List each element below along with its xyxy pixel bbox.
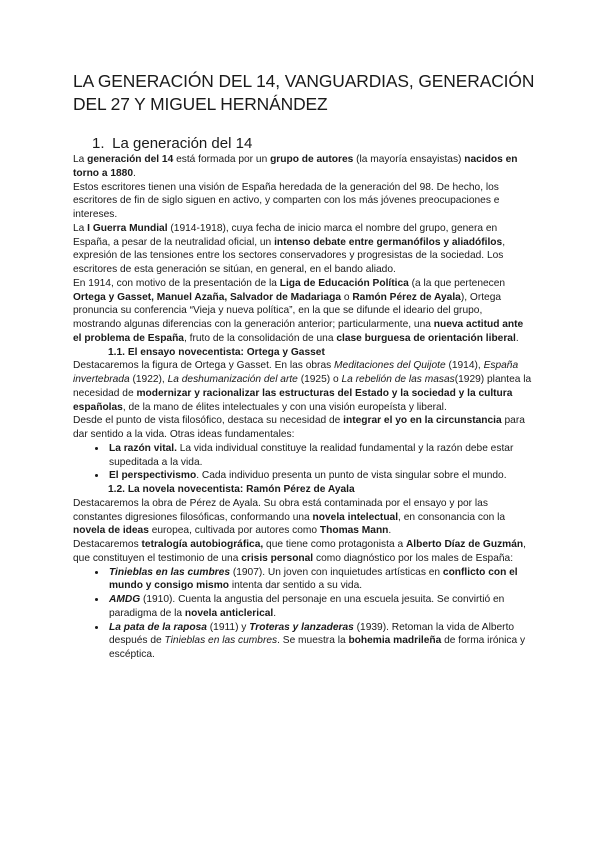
bold-text-run: Ramón Pérez de Ayala [352,291,461,303]
italic-text-run: La rebelión de las masas [341,374,455,385]
italic-text-run: Tinieblas en las cumbres [164,635,278,647]
text-run: . [515,332,519,344]
bold-text-run: nueva actitud ante el problema de España [73,319,524,344]
list-item [107,442,533,470]
text-run: , expresión de las tensiones entre los sectores conservadores y progresistas de la sociedad. Los escritores de esta generación se sitúan, en general, en el bando aliado. [73,236,506,275]
text-run: , que constituyen el testimonio de una [73,539,526,564]
paragraph [73,153,533,181]
text-run: . Se muestra la [277,635,349,647]
paragraph [73,538,533,566]
bold-text-run: novela de ideas [73,525,149,537]
text-run: intenta dar sentido a su vida. [229,580,363,592]
text-run: ), Ortega pronuncia su conferencia “Vieja y nueva política”, en la que se difunde el ideario del grupo, mostrando algunas diferencias con la generación anterior; particularmente, una [73,291,502,330]
list-item [107,593,533,621]
paragraph [73,222,533,277]
text-run: (la mayoría ensayistas) [353,154,465,165]
bold-text-run: novela anticlerical [184,607,274,619]
text-run: , en consonancia con la [398,511,506,523]
bold-text-run: integrar el yo en la circunstancia [343,415,502,427]
section-number: 1. [92,135,105,152]
bold-text-run: La pata de la raposa [109,621,207,633]
bold-text-run: Ortega y Gasset, Manuel Azaña, Salvador de Madariaga [73,291,341,303]
text-run: . Cada individuo presenta un punto de vista singular sobre el mundo. [196,470,507,482]
paragraph [73,277,533,346]
section-heading-1 [92,135,252,153]
text-run: , de la mano de élites intelectuales y con una visión europeísta y liberal. [122,401,447,413]
text-run: (1907). Un joven con inquietudes artísticas en [229,566,443,578]
bold-text-run: bohemia madrileña [348,635,442,647]
italic-text-run: Meditaciones del Quijote [334,360,446,372]
bold-text-run: modernizar y racionalizar las estructuras del Estado y la sociedad y la cultura españolas [73,387,513,413]
section-heading-text: La generación del 14 [112,135,253,152]
bullet-list [73,566,533,662]
list-item [107,469,533,483]
bold-text-run: I Guerra Mundial [87,222,168,234]
paragraph [73,414,533,442]
bold-text-run: grupo de autores [270,154,354,165]
text-run: . [388,525,392,537]
text-run: o [341,291,353,303]
bold-text-run: La razón vital. [109,442,177,454]
italic-text-run: La deshumanización del arte [167,374,298,385]
text-run: (1929) plantea la necesidad de [73,374,532,399]
text-run: La vida individual constituye la realidad fundamental y la razón debe estar supeditada a la vida. [109,442,514,468]
text-run: para dar sentido a la vida. Otras ideas fundamentales: [73,415,525,440]
paragraph [73,497,533,538]
text-run: (1925) o [297,374,342,385]
text-run: (1914), [445,360,484,372]
document-body [73,153,533,662]
bold-text-run: intenso debate entre germanófilos y aliadófilos [274,236,503,248]
text-run: La [73,154,88,165]
paragraph [73,181,533,222]
text-run: (a la que pertenecen [408,277,506,289]
text-run: . [133,167,136,179]
document-title: LA GENERACIÓN DEL 14, VANGUARDIAS, GENERACIÓN DEL 27 Y MIGUEL HERNÁNDEZ [73,71,535,114]
text-run: (1939). Retoman la vida de Alberto después de [109,621,515,647]
text-run: Estos escritores tienen una visión de España heredada de la generación del 98. De hecho, los escritores de fin de siglo siguen en activo, y comparten con los más jóvenes preocupaciones e intereses. [73,181,500,220]
subsection-heading-1-1: 1.1. El ensayo novecentista: Ortega y Gasset [108,346,325,358]
bold-text-run: AMDG [109,594,141,605]
subsection-heading-1-2: 1.2. La novela novecentista: Ramón Pérez de Ayala [108,484,355,495]
bold-text-run: Alberto Díaz de Guzmán [405,539,524,550]
text-run: está formada por un [173,154,271,165]
text-run: La [73,222,88,234]
bold-text-run: novela intelectual [312,511,399,523]
text-run: En 1914, con motivo de la presentación de la [73,277,280,289]
bold-text-run: Liga de Educación Política [279,277,409,289]
bold-text-run: clase burguesa de orientación liberal [336,332,516,344]
bold-text-run: tetralogía autobiográfica, [141,539,264,550]
text-run: europea, cultivada por autores como [148,525,320,537]
text-run: , fruto de la consolidación de una [183,332,337,344]
text-run: (1914-1918), cuya fecha de inicio marca el nombre del grupo, genera en España, a pesar de la neutralidad oficial, un [73,222,498,248]
bold-text-run: nacidos en torno a 1880 [73,154,518,179]
bold-text-run: El perspectivismo [109,470,197,482]
bold-text-run: crisis personal [241,552,314,564]
bold-text-run: generación del 14 [87,154,174,165]
paragraph [73,359,533,414]
list-item [107,566,533,594]
text-run: Destacaremos la obra de Pérez de Ayala. Su obra está contaminada por el ensayo y por las constantes digresiones filosóficas, conformando una [73,497,488,523]
bold-text-run: Thomas Mann [319,525,389,537]
bold-text-run: Troteras y lanzaderas [249,621,354,633]
text-run: Destacaremos la figura de Ortega y Gasset. En las obras [73,360,335,372]
italic-text-run: España invertebrada [73,360,519,385]
bullet-list [73,442,533,483]
text-run: (1922), [129,374,168,385]
text-run: . [273,607,277,619]
text-run: como diagnóstico por los males de España: [313,552,514,564]
text-run: Destacaremos [73,539,142,550]
list-item [107,621,533,662]
text-run: que tiene como protagonista a [263,539,406,550]
text-run: Desde el punto de vista filosófico, destaca su necesidad de [73,415,344,427]
text-run: (1910). Cuenta la angustia del personaje en una escuela jesuita. Se convirtió en paradigma de la [109,594,505,619]
text-run: (1911) y [206,621,250,633]
bold-text-run: conflicto con el mundo y consigo mismo [109,566,518,592]
text-run: de forma irónica y escéptica. [109,635,526,660]
bold-text-run: Tinieblas en las cumbres [109,566,230,578]
